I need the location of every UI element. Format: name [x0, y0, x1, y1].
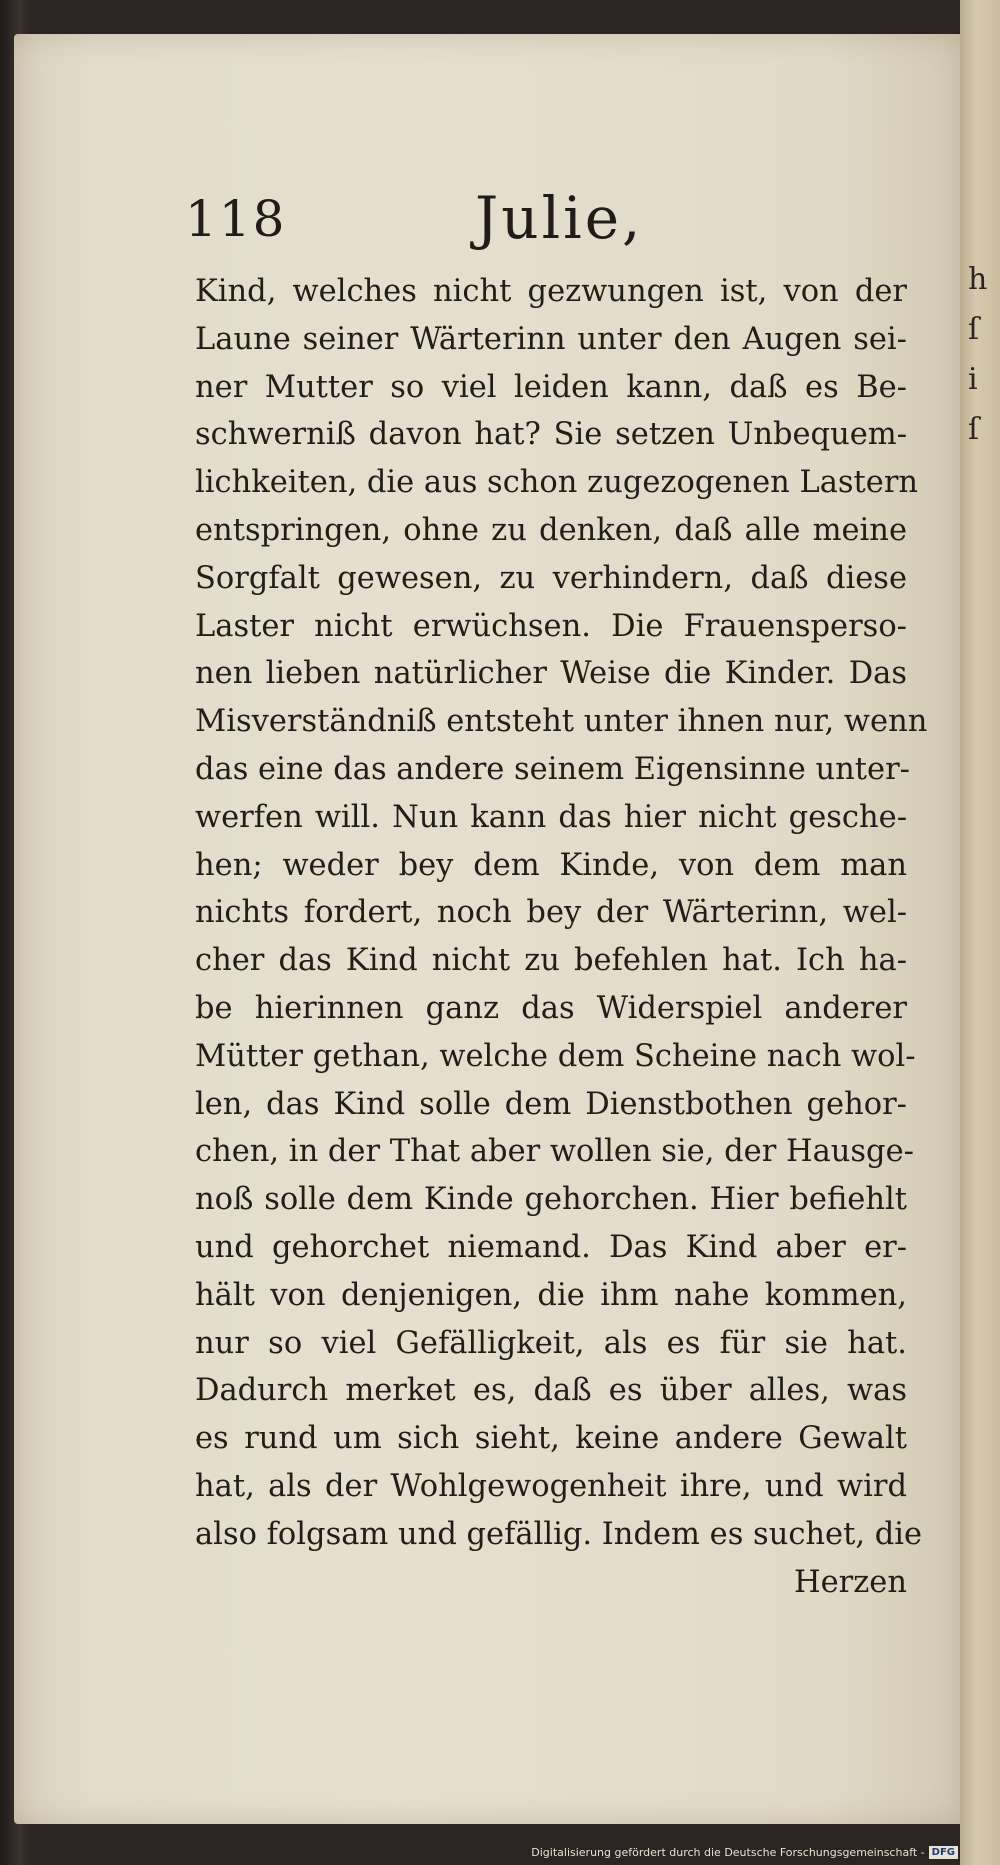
adjacent-page-letter: ſ [968, 412, 980, 447]
text-line: nen lieben natürlicher Weise die Kinder. Das [195, 656, 907, 692]
adjacent-page-letter: h [968, 262, 988, 297]
text-line: das eine das andere seinem Eigensinne unter- [195, 751, 910, 787]
page-number: 118 [185, 190, 287, 248]
text-line: entspringen, ohne zu denken, daß alle meine [195, 512, 907, 548]
text-line: es rund um sich sieht, keine andere Gewalt [195, 1421, 907, 1457]
text-line: cher das Kind nicht zu befehlen hat. Ich ha- [195, 943, 907, 979]
text-line: be hierinnen ganz das Widerspiel anderer [195, 990, 907, 1026]
text-line: ner Mutter so viel leiden kann, daß es Be- [195, 369, 907, 405]
text-line: Sorgfalt gewesen, zu verhindern, daß diese [195, 560, 907, 596]
text-line: Laster nicht erwüchsen. Die Frauensperso- [195, 608, 907, 644]
adjacent-page-letter: ſ [968, 312, 980, 347]
text-line: Mütter gethan, welche dem Scheine nach wol- [195, 1038, 916, 1074]
text-line: hen; weder bey dem Kinde, von dem man [195, 847, 907, 883]
running-title: Julie, [475, 184, 644, 252]
body-text [195, 268, 928, 1606]
text-line: und gehorchet niemand. Das Kind aber er- [195, 1229, 907, 1265]
text-line: Kind, welches nicht gezwungen ist, von der [195, 274, 907, 309]
text-line: werfen will. Nun kann das hier nicht gesche- [195, 799, 907, 835]
text-line: chen, in der That aber wollen sie, der Hausge- [195, 1134, 914, 1170]
text-line: noß solle dem Kinde gehorchen. Hier befiehlt [195, 1182, 907, 1218]
adjacent-page-letter: i [968, 362, 978, 397]
digitization-footer [531, 1846, 958, 1860]
text-line: len, das Kind solle dem Dienstbothen gehor- [195, 1086, 907, 1122]
text-line: Dadurch merket es, daß es über alles, was [195, 1373, 907, 1409]
catchword: Herzen [794, 1564, 907, 1600]
running-head [185, 184, 905, 260]
dfg-logo: DFG [929, 1846, 958, 1859]
text-line: nichts fordert, noch bey der Wärterinn, wel- [195, 895, 907, 931]
footer-credit: Digitalisierung gefördert durch die Deutsche Forschungsgemeinschaft - [531, 1845, 925, 1859]
adjacent-page-edge [960, 0, 1000, 1865]
text-line: schwerniß davon hat? Sie setzen Unbequem- [195, 417, 907, 453]
text-line: hat, als der Wohlgewogenheit ihre, und wird [195, 1468, 907, 1504]
text-line: lichkeiten, die aus schon zugezogenen Lastern [195, 465, 919, 501]
text-line: Laune seiner Wärterinn unter den Augen sei- [195, 321, 907, 357]
text-line: also folgsam und gefällig. Indem es suchet, die [195, 1516, 923, 1552]
text-line: hält von denjenigen, die ihm nahe kommen, [195, 1277, 907, 1313]
text-line: Misverständniß entsteht unter ihnen nur, wenn [195, 704, 928, 740]
text-line: nur so viel Gefälligkeit, als es für sie hat. [195, 1325, 907, 1361]
